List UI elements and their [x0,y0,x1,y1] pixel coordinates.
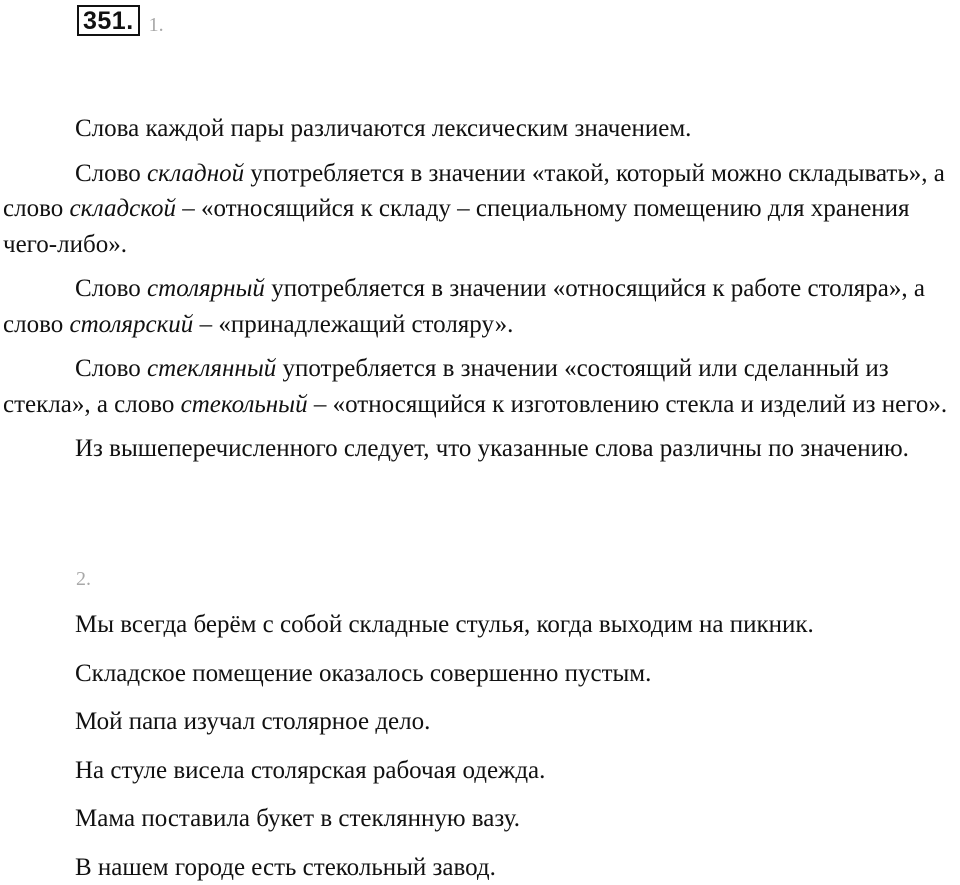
text-run: Слово [75,160,147,187]
term-italic: складской [69,195,175,222]
term-italic: стеклянный [147,355,276,382]
paragraph-stolyarny [3,271,960,342]
text-run: – «относящийся к изготовлению стекла и изделий из него». [308,391,948,418]
sentence-item: Мой папа изучал столярное дело. [3,704,960,740]
exercise-number-box: 351. [77,5,140,36]
text-run: употребляется в значении «состоящий или сделанный из стекла», а слово [3,355,889,418]
paragraph-summary: Слова каждой пары различаются лексическим значением. [3,111,960,147]
text-run: употребляется в значении «такой, который можно складывать», а слово [3,160,945,223]
paragraph-conclusion: Из вышеперечисленного следует, что указанные слова различны по значению. [3,431,960,467]
sentence-item: Складское помещение оказалось совершенно пустым. [3,656,960,692]
part-1-label: 1. [149,14,164,36]
exercise-header [77,4,164,36]
text-run: Слово [75,275,147,302]
text-run: употребляется в значении «относящийся к работе столяра», а слово [3,275,925,338]
term-italic: столярный [147,275,265,302]
part-2-label: 2. [76,568,91,591]
text-run: – «принадлежащий столяру». [193,311,513,338]
term-italic: складной [147,160,244,187]
paragraph-steklyanny [3,351,960,422]
term-italic: столярский [69,311,193,338]
paragraph-skladnoy [3,156,960,263]
part-1-text [3,111,960,467]
text-run: – «относящийся к складу – специальному помещению для хранения чего-либо». [3,195,910,258]
sentence-item: На стуле висела столярская рабочая одежда. [3,753,960,789]
sentence-item: В нашем городе есть стекольный завод. [3,850,960,885]
sentence-item: Мама поставила букет в стеклянную вазу. [3,801,960,837]
sentence-item: Мы всегда берём с собой складные стулья, когда выходим на пикник. [3,607,960,643]
term-italic: стекольный [181,391,308,418]
text-run: Слово [75,355,147,382]
part-2-sentences [3,607,960,885]
